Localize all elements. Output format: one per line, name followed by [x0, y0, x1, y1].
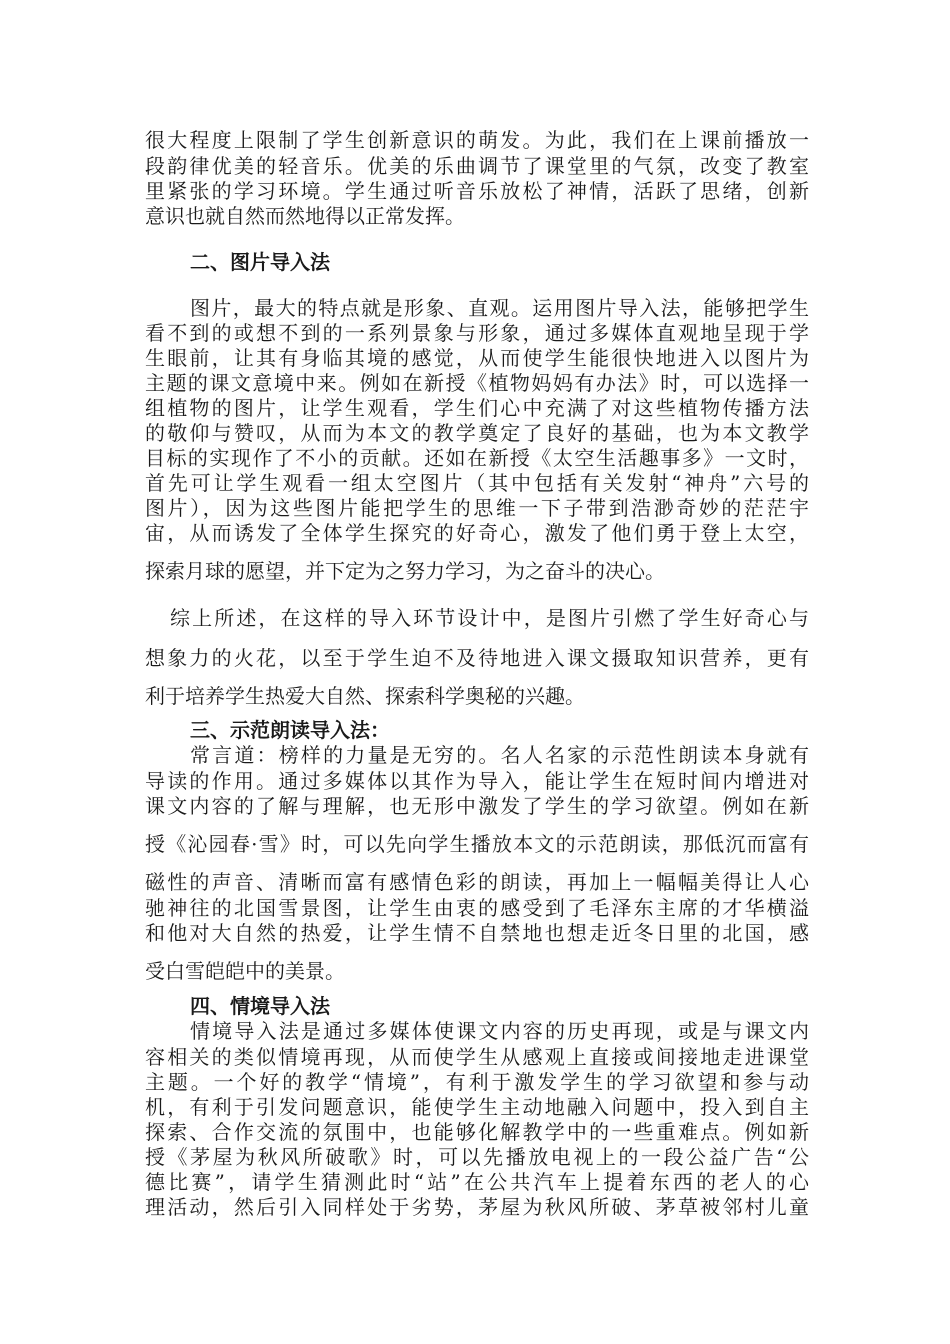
section-2-line: 生眼前，让其有身临其境的感觉，从而使学生能很快地进入以图片为: [145, 346, 809, 370]
section-2-line: 宙，从而诱发了全体学生探究的好奇心，激发了他们勇于登上太空，: [145, 521, 809, 545]
section-2-line: 图片，最大的特点就是形象、直观。运用图片导入法，能够把学生: [190, 296, 809, 320]
summary-line: 想象力的火花，以至于学生迫不及待地进入课文摄取知识营养，更有: [145, 646, 809, 670]
section-3-line: 课文内容的了解与理解，也无形中激发了学生的学习欲望。例如在新: [145, 794, 809, 818]
section-4-line: 授《茅屋为秋风所破歌》时，可以先播放电视上的一段公益广告“公: [145, 1145, 809, 1169]
intro-line: 意识也就自然而然地得以正常发挥。: [145, 204, 465, 228]
section-3-line: 和他对大自然的热爱，让学生情不自禁地也想走近冬日里的北国，感: [145, 921, 809, 945]
section-2-line: 首先可让学生观看一组太空图片（其中包括有关发射“神舟”六号的: [145, 471, 809, 495]
section-3-line: 导读的作用。通过多媒体以其作为导入，能让学生在短时间内增进对: [145, 769, 809, 793]
section-heading-2: 二、图片导入法: [190, 250, 330, 274]
section-3-line: 授《沁园春·雪》时，可以先向学生播放本文的示范朗读，那低沉而富有: [145, 832, 809, 856]
intro-line: 段韵律优美的轻音乐。优美的乐曲调节了课堂里的气氛，改变了教室: [145, 154, 809, 178]
section-3-line: 受白雪皑皑中的美景。: [145, 959, 345, 983]
section-2-line: 目标的实现作了不小的贡献。还如在新授《太空生活趣事多》一文时，: [145, 446, 809, 470]
section-heading-4: 四、情境导入法: [190, 994, 330, 1018]
section-4-line: 理活动，然后引入同样处于劣势，茅屋为秋风所破、茅草被邻村儿童: [145, 1195, 809, 1219]
section-2-line: 主题的课文意境中来。例如在新授《植物妈妈有办法》时，可以选择一: [145, 371, 809, 395]
section-2-line: 探索月球的愿望，并下定为之努力学习，为之奋斗的决心。: [145, 559, 665, 583]
section-2-line: 组植物的图片，让学生观看，学生们心中充满了对这些植物传播方法: [145, 396, 809, 420]
section-4-line: 情境导入法是通过多媒体使课文内容的历史再现，或是与课文内: [190, 1019, 809, 1043]
section-4-line: 机，有利于引发问题意识，能使学生主动地融入问题中，投入到自主: [145, 1095, 809, 1119]
section-4-line: 主题。一个好的教学“情境”，有利于激发学生的学习欲望和参与动: [145, 1070, 809, 1094]
section-3-line: 磁性的声音、清晰而富有感情色彩的朗读，再加上一幅幅美得让人心: [145, 870, 809, 894]
section-heading-3: 三、示范朗读导入法：: [190, 718, 390, 742]
section-4-line: 探索、合作交流的氛围中，也能够化解教学中的一些重难点。例如新: [145, 1120, 809, 1144]
summary-line: 利于培养学生热爱大自然、探索科学奥秘的兴趣。: [145, 684, 585, 708]
section-3-line: 驰神往的北国雪景图，让学生由衷的感受到了毛泽东主席的才华横溢: [145, 896, 809, 920]
section-3-line: 常言道：榜样的力量是无穷的。名人名家的示范性朗读本身就有: [190, 743, 809, 767]
section-2-line: 看不到的或想不到的一系列景象与形象，通过多媒体直观地呈现于学: [145, 321, 809, 345]
section-4-line: 容相关的类似情境再现，从而使学生从感观上直接或间接地走进课堂: [145, 1045, 809, 1069]
section-2-line: 的敬仰与赞叹，从而为本文的教学奠定了良好的基础，也为本文教学: [145, 421, 809, 445]
section-4-line: 德比赛”，请学生猜测此时“站”在公共汽车上提着东西的老人的心: [145, 1170, 809, 1194]
section-2-line: 图片），因为这些图片能把学生的思维一下子带到浩渺奇妙的茫茫宇: [145, 496, 809, 520]
intro-line: 很大程度上限制了学生创新意识的萌发。为此，我们在上课前播放一: [145, 128, 809, 152]
summary-line: 综上所述，在这样的导入环节设计中，是图片引燃了学生好奇心与: [170, 606, 809, 630]
intro-line: 里紧张的学习环境。学生通过听音乐放松了神情，活跃了思绪，创新: [145, 179, 809, 203]
